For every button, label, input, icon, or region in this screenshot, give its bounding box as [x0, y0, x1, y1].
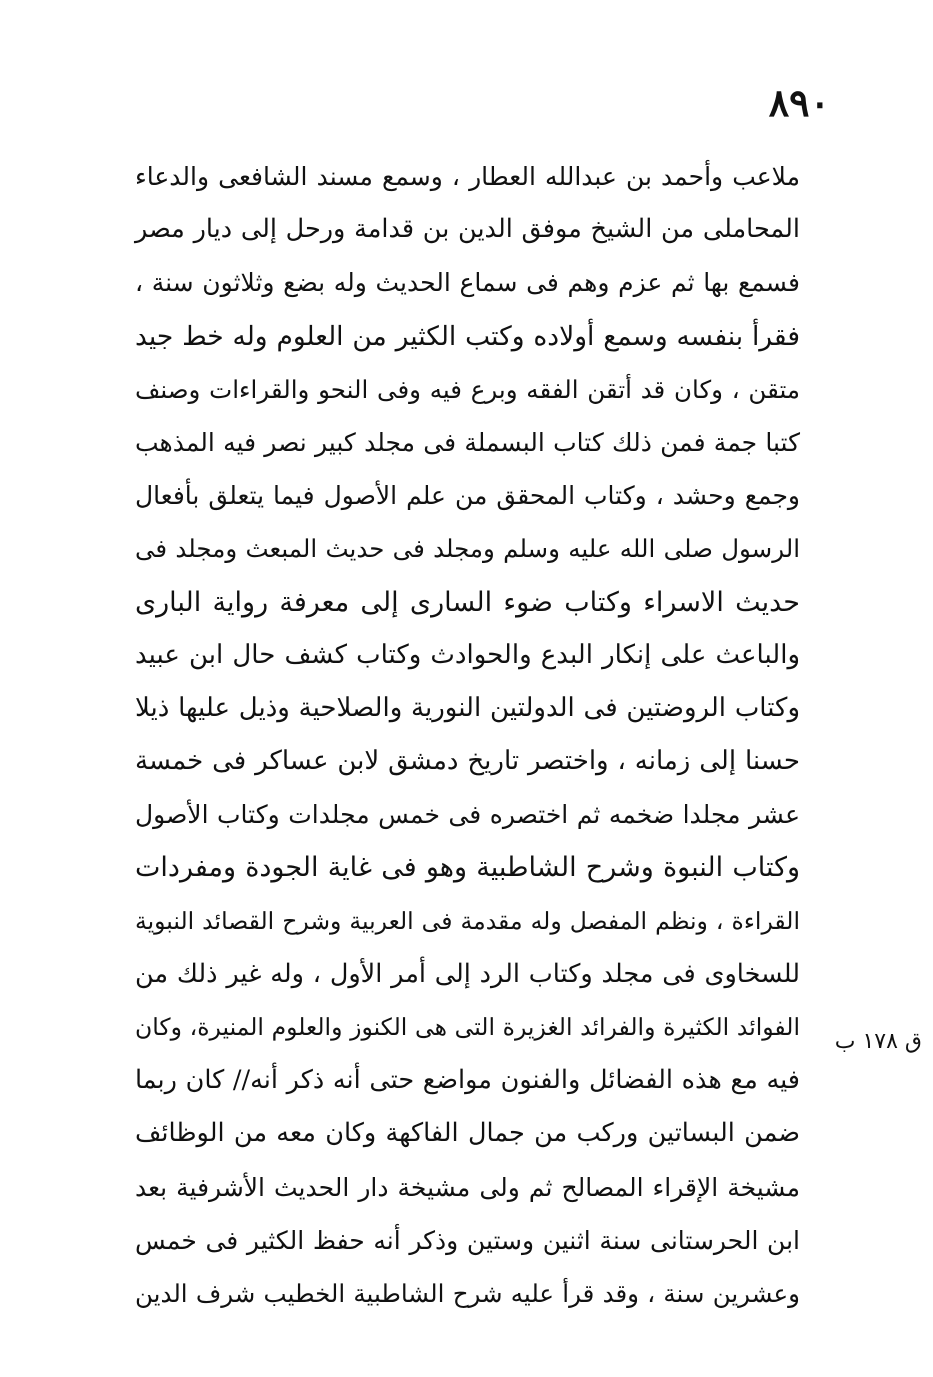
body-text: [135, 150, 800, 1320]
text-line: القراءة ، ونظم المفصل وله مقدمة فى العربية وشرح القصائد النبوية: [135, 906, 800, 935]
text-line: وكتاب النبوة وشرح الشاطبية وهو فى غاية الجودة ومفردات: [135, 852, 800, 884]
text-line: فسمع بها ثم عزم وهم فى سماع الحديث وله بضع وثلاثون سنة ،: [135, 268, 800, 298]
text-line: للسخاوى فى مجلد وكتاب الرد إلى أمر الأول ، وله غير ذلك من: [135, 958, 800, 989]
text-line: كتبا جمة فمن ذلك كتاب البسملة فى مجلد كبير نصر فيه المذهب: [135, 427, 800, 457]
text-line: والباعث على إنكار البدع والحوادث وكتاب كشف حال ابن عبيد: [135, 639, 800, 670]
text-line: ابن الحرستانى سنة اثنين وستين وذكر أنه حفظ الكثير فى خمس: [135, 1225, 800, 1255]
text-line: وعشرين سنة ، وقد قرأ عليه شرح الشاطبية الخطيب شرف الدين: [135, 1278, 800, 1308]
text-line: فيه مع هذه الفضائل والفنون مواضع حتى أنه ذكر أنه// كان ربما: [135, 1065, 800, 1096]
text-line: الرسول صلى الله عليه وسلم ومجلد فى حديث المبعث ومجلد فى: [135, 534, 800, 564]
text-line: المحاملى من الشيخ موفق الدين بن قدامة ورحل إلى ديار مصر: [135, 214, 800, 245]
text-line: حديث الاسراء وكتاب ضوء السارى إلى معرفة رواية البارى: [135, 586, 800, 618]
text-line: وجمع وحشد ، وكتاب المحقق من علم الأصول فيما يتعلق بأفعال: [135, 481, 800, 511]
text-line: متقن ، وكان قد أتقن الفقه وبرع فيه وفى النحو والقراءات وصنف: [135, 374, 800, 404]
page-number: ٨٩٠: [768, 80, 830, 125]
text-line: وكتاب الروضتين فى الدولتين النورية والصلاحية وذيل عليها ذيلا: [135, 692, 800, 723]
text-line: حسنا إلى زمانه ، واختصر تاريخ دمشق لابن عساكر فى خمسة: [135, 746, 800, 777]
manuscript-folio-note: ق ١٧٨ ب: [834, 1029, 922, 1054]
text-line: ملاعب وأحمد بن عبدالله العطار ، وسمع مسند الشافعى والدعاء: [135, 162, 800, 191]
text-line: ضمن البساتين وركب من جمال الفاكهة وكان معه من الوظائف: [135, 1118, 800, 1149]
text-line: فقرأ بنفسه وسمع أولاده وكتب الكثير من العلوم وله خط جيد: [135, 320, 800, 352]
text-line: مشيخة الإقراء المصالح ثم ولى مشيخة دار الحديث الأشرفية بعد: [135, 1172, 800, 1202]
text-line: عشر مجلدا ضخمه ثم اختصره فى خمس مجلدات وكتاب الأصول: [135, 800, 800, 830]
text-line: الفوائد الكثيرة والفرائد الغزيرة التى هى الكنوز والعلوم المنيرة، وكان: [135, 1013, 800, 1041]
